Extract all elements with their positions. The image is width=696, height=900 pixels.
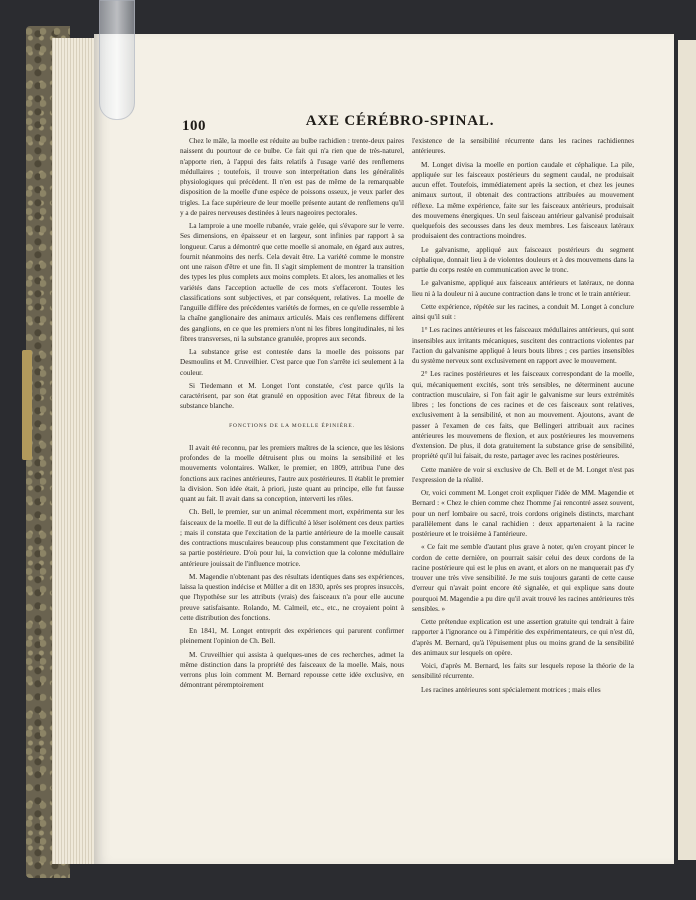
right-column [412,136,634,698]
page-edges [52,38,96,864]
paragraph: M. Magendie n'obtenant pas des résultats identiques dans ses expériences, laissa la question indécise et Müller a dit en 1830, après ses propres insuccès, que l'hypothèse sur les attributs (vrais) des faisceaux n'a pour elle aucune preuve satisfaisante. Rolando, M. Calmeil, etc., etc., ne croyaient point à cette distribution des fonctions. [180,572,404,622]
paragraph: Si Tiedemann et M. Longet l'ont constatée, c'est parce qu'ils la caractérisent, par son état granulé en opposition avec l'état fibreux de la substance blanche. [180,381,404,411]
paragraph: Ch. Bell, le premier, sur un animal récemment mort, expérimenta sur les faisceaux de la moelle. Il eut de la difficulté à léser isolément ces deux parties ; mais il constata que l'excitation de la partie antérieure de la moelle causait des contractions musculaires beaucoup plus constamment que l'excitation de sa partie postérieure. D'où pour lui, la conviction que la colonne médullaire antérieure jouissait de l'influence motrice. [180,508,404,568]
paragraph: Cette expérience, répétée sur les racines, a conduit M. Longet à conclure ainsi qu'il suit : [412,302,634,321]
paragraph: Cette manière de voir si exclusive de Ch. Bell et de M. Longet n'est pas l'expression de la réalité. [412,465,634,484]
paragraph: Cette prétendue explication est une assertion gratuite qui tendrait à faire rapporter à l'ignorance ou à l'impéritie des expérimentateurs, ce qui n'est dû, d'après M. Bernard, qu'à l'épuisement plus ou moins grand de la sensibilité des animaux sur lesquels on opère. [412,618,634,657]
paragraph: Voici, d'après M. Bernard, les faits sur lesquels repose la théorie de la sensibilité récurrente. [412,662,634,681]
paragraph: « Ce fait me semble d'autant plus grave à noter, qu'en croyant pincer le cordon de cette dernière, on pourrait saisir celui des deux cordons de la racine postérieure qui est le plus en avant, et alors on ne manquerait pas d'y trouver une très vive sensibilité. Je me suis toujours garanti de cette cause d'erreur qui n'avait point encore été signalée, et qui explique sans doute pourquoi M. Magendie a pu dire qu'il avait trouvé les racines antérieures très sensibles. » [412,543,634,613]
paragraph: Les racines antérieures sont spécialement motrices ; mais elles [421,685,601,694]
section-heading: FONCTIONS DE LA MOELLE ÉPINIÈRE. [229,422,355,429]
paragraph: Le galvanisme, appliqué aux faisceaux postérieurs du segment céphalique, donnait lieu à de violentes douleurs et à des mouvemens dans la partie du corps restée en communication avec le tronc. [412,245,634,274]
running-title: AXE CÉRÉBRO-SPINAL. [305,113,495,129]
paragraph: M. Longet divisa la moelle en portion caudale et céphalique. La pile, appliquée sur les faisceaux postérieurs du segment caudal, ne produisait aucun effet. Toutefois, immédiatement après la section, et chez les jeunes animaux surtout, il obtenait des contractions attribuées au mouvement réflexe. La même expérience, faite sur les faisceaux antérieurs, produisait des mouvemens énergiques. Un seul faisceau antérieur galvanisé produisait quelquefois des secousses dans les deux membres. Les faisceaux latéraux produisaient des contractions moindres. [412,160,634,241]
page-number: 100 [182,118,206,134]
paragraph: Il avait été reconnu, par les premiers maîtres de la science, que les lésions profondes de la moelle détruisent plus ou moins la sensibilité et les mouvements volontaires. Walker, le premier, en 1809, attribua l'une des fonctions aux racines antérieures, l'autre aux postérieures. Il établit le premier la division. Son idée était, à priori, juste quant au principe, elle fut fausse quant au fait. Il avait dans sa conception, interverti les rôles. [180,443,404,503]
paragraph: Or, voici comment M. Longet croit expliquer l'idée de MM. Magendie et Bernard : « Chez le chien comme chez l'homme j'ai rencontré assez souvent, pour un nerf lombaire ou sacré, trois cordons originels distincts, marchant parallèlement dans le canal rachidien : deux appartenaient à la racine postérieure et le troisième à l'antérieure. [412,489,634,538]
left-column [180,136,404,694]
paragraph: 1° Les racines antérieures et les faisceaux médullaires antérieurs, qui sont insensibles aux irritants mécaniques, suscitent des contractions violentes par l'action du galvanisme appliqué à leurs bouts libres ; ces parties insensibles du système nerveux sont exclusivement en rapport avec le mouvement. [412,326,634,365]
paragraph: En 1841, M. Longet entreprit des expériences qui parurent confirmer pleinement l'opinion de Ch. Bell. [180,627,404,646]
bookmark-clip[interactable] [99,0,135,120]
paragraph: La lamproie a une moelle rubanée, vraie gelée, qui s'évapore sur le verre. Ses dimensions, en épaisseur et en largeur, sont infinies par rapport à sa longueur. Carus a démontré que cette moelle si anomale, en égard aux autres, fournit néanmoins des nerfs. Cela devait être. La variété comme le monstre ont une raison d'être et une fin. Il s'agit simplement de montrer la transition des types les plus complets aux moins complets. Et alors, les anomalies et les variétés dans l'acception actuelle de ces mots s'effaceront. Toutes les classifications sont subjectives, et par conséquent, relatives. La moelle de l'anguille diffère des précédentes variétés de formes, en ce qu'elle ressemble à la chaîne ganglionaire des animaux articulés. Mais ces renflemens diffèrent des ganglions, en ce que les premiers n'ont ni les fibres longitudinales, ni les fibres transverses, ni la substance granulée, propres aux seconds. [180,222,404,343]
facing-page-edge [678,40,696,860]
binding-clasp [22,350,32,460]
paragraph: Le galvanisme, appliqué aux faisceaux antérieurs et latéraux, ne donna lieu ni à la douleur ni à aucune contraction dans le tronc et le train antérieur. [412,279,634,298]
paragraph: 2° Les racines postérieures et les faisceaux correspondant de la moelle, qui, mécaniquement excités, sont très sensibles, ne déterminent aucune contraction musculaire, si l'on fait agir le galvanisme sur leurs extrémités libres ; les fonctions de ces racines et de ces faisceaux sont relatives, exclusivement à la sensibilité, et non au mouvement. Ajoutons, avant de passer à l'examen de ces faits, que Bellingeri attribuait aux racines antérieures les mouvemens de flexion, et aux postérieures les mouvemens d'extension. De plus, il dota gratuitement la substance grise de sensibilité, propriété qu'il lui faisait, du reste, partager avec les racines postérieures. [412,370,634,461]
paragraph: La substance grise est contestée dans la moelle des poissons par Desmoulins et M. Cruveilhier. C'est parce que l'on s'arrête ici seulement à la couleur. [180,348,404,377]
paragraph: M. Cruveilhier qui assista à quelques-unes de ces recherches, admet la même distinction dans la propriété des faisceaux de la moelle. Mais, nous verrons plus loin comment M. Bernard repousse cette idée exclusive, en démontrant péremptoirement [180,650,404,690]
paragraph: l'existence de la sensibilité récurrente dans les racines rachidiennes antérieures. [412,137,634,156]
paragraph: Chez le mâle, la moelle est réduite au bulbe rachidien : trente-deux paires naissent du pourtour de ce bulbe. Ce fait qui n'a rien que de très-naturel, n'apporte rien, à l'appui des faits relatifs à l'usage varié des renflemens médullaires ; toutefois, il trouve son interprétation dans les généralités physiologiques qui précèdent. Il n'en est pas de même de la remarquable disposition de la moelle d'une espèce de poissons osseux, je veux parler des trigles. La face supérieure de leur moelle présente autant de renflemens qu'il y a de paires nerveuses destinées à leurs nageoires pectorales. [180,137,404,217]
